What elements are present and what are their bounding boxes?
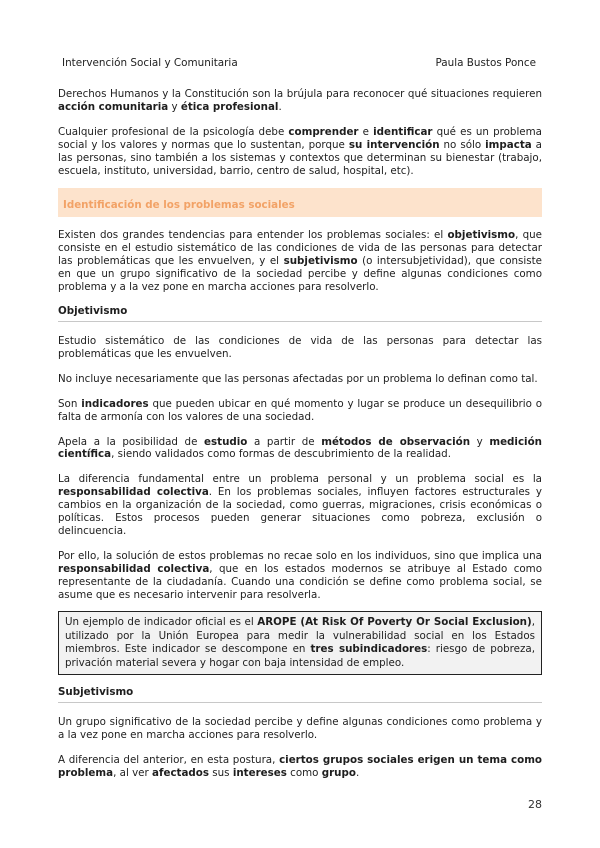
objetivismo-paragraph-3 [58,398,542,424]
text-run: . [278,100,282,113]
text-run: Un ejemplo de indicador oficial es el [65,616,258,629]
text-run: a partir de [247,435,322,448]
text-run: que pueden ubicar en qué momento y lugar se produce un desequilibrio o falta de armonía con los valores de una sociedad. [58,397,542,423]
text-run: Un grupo significativo de la sociedad percibe y define algunas condiciones como problema y a la vez pone en marcha acciones para resolverlo. [58,716,542,741]
emphasis-text: indicadores [81,397,149,410]
emphasis-text: ética profesional [180,100,279,113]
emphasis-text: identificar [373,125,433,138]
text-run: . [355,766,360,779]
objetivismo-paragraph-5 [58,473,542,538]
arope-example-text [65,616,535,670]
emphasis-text: responsabilidad colectiva [58,486,209,499]
emphasis-text: subjetivismo [283,255,358,268]
objetivismo-heading: Objetivismo [58,304,128,317]
intro-paragraph-2 [58,126,542,178]
section-heading: Identificación de los problemas sociales [63,199,295,212]
text-run: Apela a la posibilidad de [58,435,205,448]
tendencias-paragraph [58,229,542,294]
emphasis-text: intereses [232,766,287,779]
text-run: Cualquier profesional de la psicología debe [58,125,289,138]
text-run: Estudio sistemático de las condiciones de vida de las personas para detectar las problemáticas que les envuelven. [58,334,542,360]
emphasis-text: acción comunitaria [58,100,169,113]
objetivismo-paragraph-1 [58,335,542,361]
text-run: Existen dos grandes tendencias para entender los problemas sociales: el [58,229,448,242]
text-run: a las personas, sino también a los sistemas y contextos que determinan su bienestar (trabajo, escuela, instituto, universidad, barrio, centro de salud, hospital, etc). [58,138,542,177]
section-heading-box [58,188,542,217]
objetivismo-paragraph-4 [58,436,542,462]
text-run: y [168,100,181,113]
emphasis-text: comprender [288,125,359,138]
text-run: No incluye necesariamente que las personas afectadas por un problema lo definan como tal. [58,372,538,385]
subjetivismo-paragraph-1 [58,716,542,742]
intro-paragraph-1 [58,88,542,114]
text-run: sus [209,766,233,779]
subjetivismo-paragraph-2 [58,754,542,780]
emphasis-text: responsabilidad colectiva [58,562,210,575]
text-run: , utilizado por la Unión Europea para medir la vulnerabilidad social en los Estados miembros. Este indicador se descompone en [65,616,535,656]
header-course-title: Intervención Social y Comunitaria [62,57,238,69]
text-run: , que consiste en el estudio sistemático de las condiciones de vida de las personas para detectar las problemáticas que les envuelven, y el [58,229,542,268]
text-run: no sólo [439,138,486,151]
emphasis-text: grupo [321,766,356,779]
objetivismo-paragraph-2 [58,373,542,386]
text-run: La diferencia fundamental entre un problema personal y un problema social es la [58,473,542,486]
text-run: A diferencia del anterior, en esta postura, [58,753,280,766]
emphasis-text: su intervención [348,138,440,151]
emphasis-text: medición científica [58,435,542,461]
text-run: Derechos Humanos y la Constitución son la brújula para reconocer qué situaciones requieren [58,88,542,100]
text-run: . En los problemas sociales, influyen factores estructurales y cambios en la organización de la sociedad, como guerras, migraciones, crisis económicas o políticas. Estos procesos pueden generar situaciones como pobreza, exclusión o delincuencia. [58,486,542,537]
emphasis-text: objetivismo [447,229,516,242]
emphasis-text: impacta [485,138,532,151]
emphasis-text: afectados [152,766,209,779]
page-number: 28 [528,798,542,811]
page-content [58,88,542,780]
text-run: : riesgo de pobreza, privación material severa y hogar con baja intensidad de empleo. [65,643,535,669]
arope-example-box [58,611,542,675]
text-run: , al ver [113,766,153,779]
text-run: e [358,125,374,138]
text-run: Por ello, la solución de estos problemas no recae solo en los individuos, sino que implica una [58,549,542,562]
text-run: , que en los estados modernos se atribuye al Estado como representante de la ciudadanía. Cuando una condición se define como problema social, se asume que es necesario intervenir para resolverla. [58,562,542,601]
emphasis-text: estudio [204,435,248,448]
emphasis-text: métodos de observación [321,435,471,448]
subjetivismo-heading: Subjetivismo [58,686,134,699]
text-run: (o intersubjetividad), que consiste en que un grupo significativo de la sociedad percibe y define algunas condiciones como problema y a la vez pone en marcha acciones para resolverlo. [58,255,542,294]
text-run: y [470,435,490,448]
header-author: Paula Bustos Ponce [435,57,536,69]
text-run: como [286,766,322,779]
text-run: Son [58,397,82,410]
objetivismo-paragraph-6 [58,550,542,602]
emphasis-text: ciertos grupos sociales erigen un tema como problema [58,753,542,779]
emphasis-text: tres subindicadores [310,643,428,656]
text-run: qué es un problema social y los valores y normas que lo sustentan, porque [58,125,542,151]
text-run: , siendo validados como formas de descubrimiento de la realidad. [111,448,451,461]
emphasis-text: AROPE (At Risk Of Poverty Or Social Exclusion) [257,616,532,629]
